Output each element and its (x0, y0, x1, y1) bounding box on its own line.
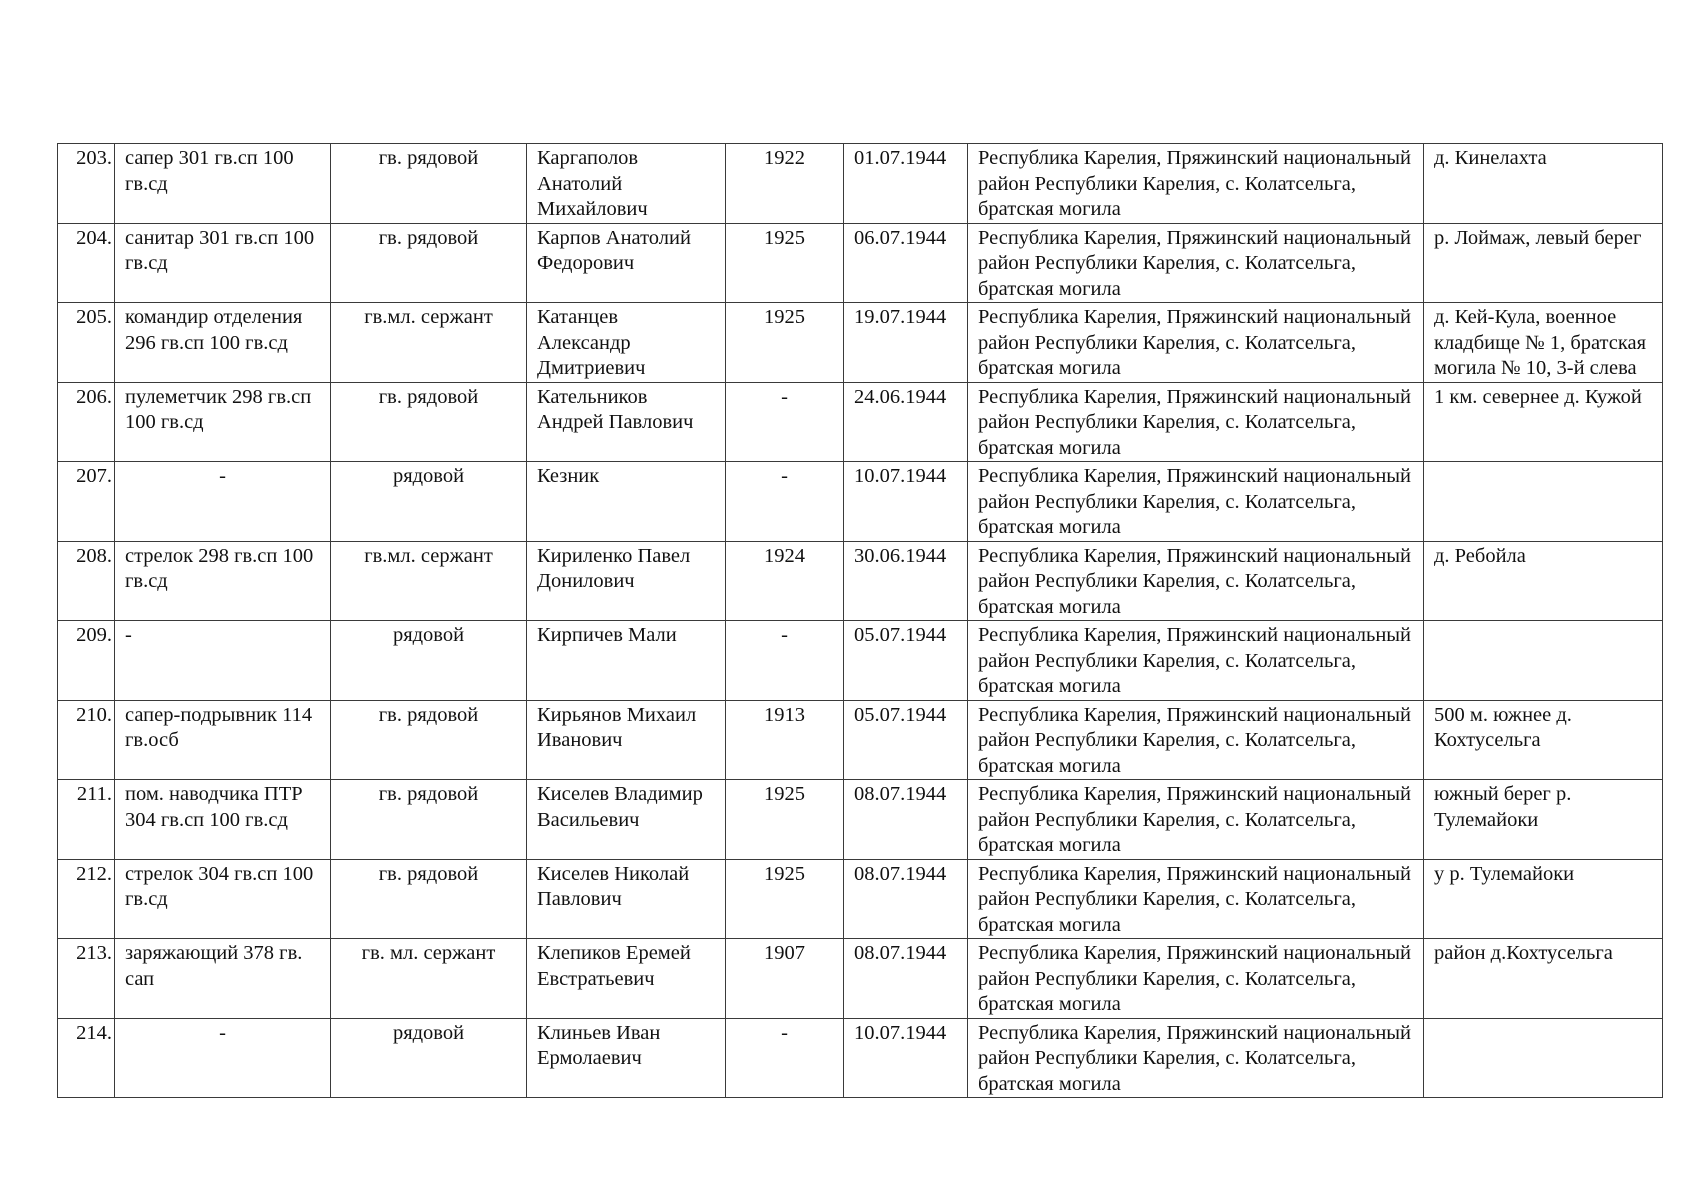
cell-unit-position: санитар 301 гв.сп 100 гв.сд (115, 223, 331, 303)
cell-unit-position: пом. наводчика ПТР 304 гв.сп 100 гв.сд (115, 780, 331, 860)
cell-birth-year: 1907 (726, 939, 844, 1019)
cell-unit-position: сапер-подрывник 114 гв.осб (115, 700, 331, 780)
table-row (58, 1018, 1663, 1098)
cell-death-date: 10.07.1944 (844, 1018, 968, 1098)
cell-birth-year: - (726, 621, 844, 701)
cell-unit-position: сапер 301 гв.сп 100 гв.сд (115, 144, 331, 224)
cell-death-date: 08.07.1944 (844, 780, 968, 860)
cell-death-place: 500 м. южнее д. Кохтусельга (1424, 700, 1663, 780)
cell-rank: гв. рядовой (331, 223, 527, 303)
cell-number: 210. (58, 700, 115, 780)
cell-death-date: 08.07.1944 (844, 859, 968, 939)
cell-burial-place: Республика Карелия, Пряжинский национальный район Республики Карелия, с. Колатсельга, братская могила (968, 780, 1424, 860)
cell-death-date: 08.07.1944 (844, 939, 968, 1019)
cell-birth-year: 1925 (726, 859, 844, 939)
cell-death-date: 06.07.1944 (844, 223, 968, 303)
cell-death-place: д. Ребойла (1424, 541, 1663, 621)
cell-full-name: Каргаполов Анатолий Михайлович (527, 144, 726, 224)
cell-death-place: д. Кинелахта (1424, 144, 1663, 224)
burial-records-table (57, 143, 1663, 1098)
cell-rank: рядовой (331, 1018, 527, 1098)
table-row (58, 382, 1663, 462)
cell-burial-place: Республика Карелия, Пряжинский национальный район Республики Карелия, с. Колатсельга, братская могила (968, 939, 1424, 1019)
cell-death-date: 30.06.1944 (844, 541, 968, 621)
cell-number: 213. (58, 939, 115, 1019)
cell-rank: рядовой (331, 621, 527, 701)
cell-burial-place: Республика Карелия, Пряжинский национальный район Республики Карелия, с. Колатсельга, братская могила (968, 303, 1424, 383)
cell-rank: гв. рядовой (331, 382, 527, 462)
cell-number: 211. (58, 780, 115, 860)
cell-birth-year: - (726, 382, 844, 462)
table-row (58, 462, 1663, 542)
cell-number: 206. (58, 382, 115, 462)
table-row (58, 144, 1663, 224)
cell-full-name: Кирпичев Мали (527, 621, 726, 701)
cell-full-name: Клепиков Еремей Евстратьевич (527, 939, 726, 1019)
table-row (58, 621, 1663, 701)
cell-number: 205. (58, 303, 115, 383)
cell-full-name: Катанцев Александр Дмитриевич (527, 303, 726, 383)
table-row (58, 223, 1663, 303)
cell-burial-place: Республика Карелия, Пряжинский национальный район Республики Карелия, с. Колатсельга, братская могила (968, 462, 1424, 542)
cell-rank: гв. мл. сержант (331, 939, 527, 1019)
cell-death-date: 19.07.1944 (844, 303, 968, 383)
cell-full-name: Кирьянов Михаил Иванович (527, 700, 726, 780)
cell-number: 212. (58, 859, 115, 939)
cell-death-date: 24.06.1944 (844, 382, 968, 462)
cell-burial-place: Республика Карелия, Пряжинский национальный район Республики Карелия, с. Колатсельга, братская могила (968, 621, 1424, 701)
cell-rank: гв. рядовой (331, 144, 527, 224)
cell-number: 204. (58, 223, 115, 303)
cell-birth-year: 1925 (726, 780, 844, 860)
cell-burial-place: Республика Карелия, Пряжинский национальный район Республики Карелия, с. Колатсельга, братская могила (968, 223, 1424, 303)
cell-unit-position: стрелок 298 гв.сп 100 гв.сд (115, 541, 331, 621)
cell-rank: гв. рядовой (331, 780, 527, 860)
cell-death-place: у р. Тулемайоки (1424, 859, 1663, 939)
cell-burial-place: Республика Карелия, Пряжинский национальный район Республики Карелия, с. Колатсельга, братская могила (968, 541, 1424, 621)
cell-death-date: 01.07.1944 (844, 144, 968, 224)
cell-death-place (1424, 621, 1663, 701)
cell-full-name: Киселев Владимир Васильевич (527, 780, 726, 860)
table-row (58, 859, 1663, 939)
cell-number: 208. (58, 541, 115, 621)
cell-burial-place: Республика Карелия, Пряжинский национальный район Республики Карелия, с. Колатсельга, братская могила (968, 859, 1424, 939)
cell-rank: гв. рядовой (331, 700, 527, 780)
cell-full-name: Кательников Андрей Павлович (527, 382, 726, 462)
cell-birth-year: - (726, 462, 844, 542)
table-body (58, 144, 1663, 1098)
cell-unit-position: - (115, 621, 331, 701)
cell-full-name: Кезник (527, 462, 726, 542)
cell-full-name: Киселев Николай Павлович (527, 859, 726, 939)
cell-burial-place: Республика Карелия, Пряжинский национальный район Республики Карелия, с. Колатсельга, братская могила (968, 700, 1424, 780)
cell-death-place (1424, 1018, 1663, 1098)
table-row (58, 700, 1663, 780)
cell-unit-position: пулеметчик 298 гв.сп 100 гв.сд (115, 382, 331, 462)
cell-number: 214. (58, 1018, 115, 1098)
cell-birth-year: 1925 (726, 303, 844, 383)
cell-rank: гв.мл. сержант (331, 541, 527, 621)
cell-full-name: Кириленко Павел Донилович (527, 541, 726, 621)
cell-rank: гв.мл. сержант (331, 303, 527, 383)
cell-number: 207. (58, 462, 115, 542)
cell-death-place (1424, 462, 1663, 542)
cell-birth-year: 1922 (726, 144, 844, 224)
cell-burial-place: Республика Карелия, Пряжинский национальный район Республики Карелия, с. Колатсельга, братская могила (968, 144, 1424, 224)
cell-death-date: 10.07.1944 (844, 462, 968, 542)
cell-unit-position: - (115, 1018, 331, 1098)
table-row (58, 303, 1663, 383)
cell-birth-year: 1913 (726, 700, 844, 780)
cell-death-place: р. Лоймаж, левый берег (1424, 223, 1663, 303)
cell-death-place: 1 км. севернее д. Кужой (1424, 382, 1663, 462)
cell-unit-position: - (115, 462, 331, 542)
cell-birth-year: 1925 (726, 223, 844, 303)
cell-number: 209. (58, 621, 115, 701)
table-row (58, 780, 1663, 860)
cell-burial-place: Республика Карелия, Пряжинский национальный район Республики Карелия, с. Колатсельга, братская могила (968, 1018, 1424, 1098)
cell-death-place: район д.Кохтусельга (1424, 939, 1663, 1019)
cell-birth-year: - (726, 1018, 844, 1098)
cell-rank: гв. рядовой (331, 859, 527, 939)
cell-death-place: южный берег р. Тулемайоки (1424, 780, 1663, 860)
cell-death-date: 05.07.1944 (844, 621, 968, 701)
cell-full-name: Карпов Анатолий Федорович (527, 223, 726, 303)
cell-unit-position: командир отделения 296 гв.сп 100 гв.сд (115, 303, 331, 383)
cell-death-place: д. Кей-Кула, военное кладбище № 1, братская могила № 10, 3-й слева (1424, 303, 1663, 383)
cell-burial-place: Республика Карелия, Пряжинский национальный район Республики Карелия, с. Колатсельга, братская могила (968, 382, 1424, 462)
cell-unit-position: заряжающий 378 гв. сап (115, 939, 331, 1019)
cell-birth-year: 1924 (726, 541, 844, 621)
cell-number: 203. (58, 144, 115, 224)
table-row (58, 939, 1663, 1019)
cell-rank: рядовой (331, 462, 527, 542)
cell-full-name: Клиньев Иван Ермолаевич (527, 1018, 726, 1098)
table-row (58, 541, 1663, 621)
cell-death-date: 05.07.1944 (844, 700, 968, 780)
cell-unit-position: стрелок 304 гв.сп 100 гв.сд (115, 859, 331, 939)
